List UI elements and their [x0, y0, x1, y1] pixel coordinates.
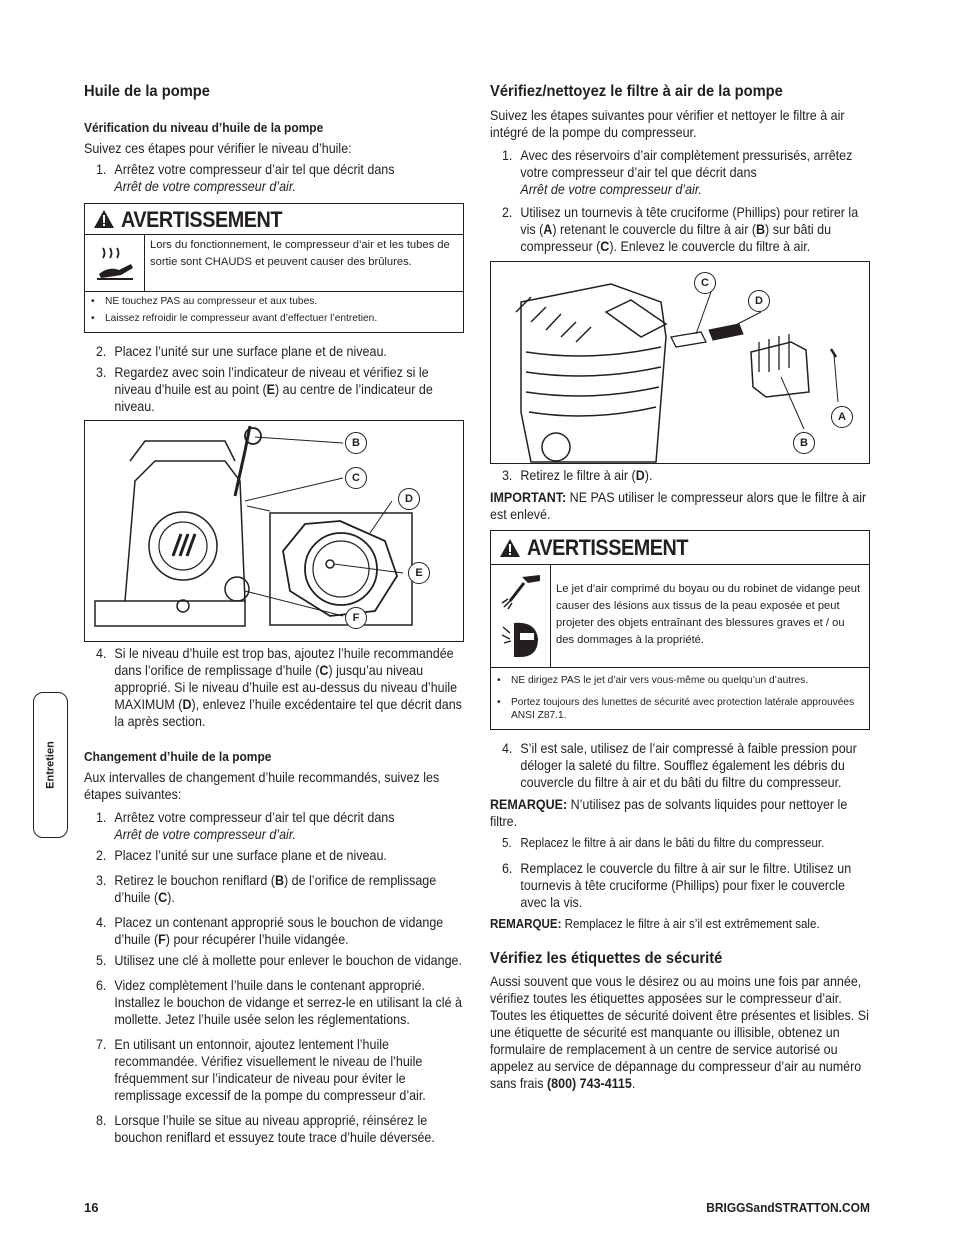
section-heading-air-filter: Vérifiez/nettoyez le filtre à air de la pompe [490, 83, 783, 100]
callout-e: E [408, 562, 430, 584]
list-item: 3. Retirez le bouchon reniflard (B) de l’orifice de remplissage d’huile (C). [95, 873, 437, 905]
list-item: 2. Placez l’unité sur une surface plane et de niveau. [95, 848, 387, 863]
oil-change-steps [84, 809, 464, 1146]
callout-b: B [345, 432, 367, 454]
page-number: 16 [84, 1200, 99, 1215]
list-item: 7. En utilisant un entonnoir, ajoutez lentement l’huile recommandée. Vérifiez visuellement le niveau de l’huile fréquemment sur l’indicateur de niveau pour éviter le remplissage excessif de la pompe du compresseur d’air. [95, 1037, 426, 1103]
warning-box-hot [84, 203, 464, 333]
warning-title: AVERTISSEMENT [121, 206, 283, 232]
warning-bullets [491, 668, 869, 729]
callout-c: C [694, 272, 716, 294]
intro-air-filter: Suivez les étapes suivantes pour vérifier et nettoyer le filtre à air intégré de la pompe du compresseur. [490, 108, 845, 140]
air-filter-steps-5 [490, 835, 870, 911]
pump-oil-illustration [85, 421, 463, 641]
intro-oil-change: Aux intervalles de changement d’huile recommandés, suivez les étapes suivantes: [84, 770, 440, 802]
callout-a: A [831, 406, 853, 428]
right-column [490, 78, 870, 1096]
list-item: 4. Placez un contenant approprié sous le bouchon de vidange d’huile (F) pour récupérer l’huile vidangée. [95, 915, 444, 947]
subheading-oil-check: Vérification du niveau d’huile de la pompe [84, 120, 324, 135]
warning-triangle-icon [499, 538, 521, 558]
callout-c: C [345, 467, 367, 489]
intro-oil-check: Suivez ces étapes pour vérifier le niveau d’huile: [84, 141, 352, 156]
list-item: • NE touchez PAS au compresseur et aux tubes. [91, 295, 458, 308]
hot-surface-icon [95, 244, 135, 282]
safety-goggles-icon [500, 619, 542, 659]
section-side-tab [33, 692, 68, 838]
important-note: IMPORTANT: NE PAS utiliser le compresseur alors que le filtre à air est enlevé. [490, 490, 867, 522]
safety-labels-text: Aussi souvent que vous le désirez ou au moins une fois par année, vérifiez toutes les étiquettes apposées sur le compresseur d’air. Toutes les étiquettes de sécurité doivent être présentes et lisibles. Si une étiquette de sécurité est manquante ou illisible, obtenez un formulaire de remplacement à un centre de service autorisé ou appelez au service de dépannage du compresseur d’air au numéro sans frais (800) 743-4115. [490, 974, 869, 1091]
list-item: 4. S’il est sale, utilisez de l’air compressé à faible pression pour déloger la saleté du filtre. Soufflez également les débris du couvercle du filtre à air et du bâti du filtre du compresseur. [501, 741, 857, 790]
list-item: 1. Avec des réservoirs d’air complètement pressurisés, arrêtez votre compresseur d’air tel que décrit dans Arrêt de votre compresseur d’air. [501, 148, 853, 197]
list-item: 3. Regardez avec soin l’indicateur de niveau et vérifiez si le niveau d’huile est au point (E) au centre de l’indicateur de niveau. [95, 365, 433, 414]
air-filter-illustration [491, 262, 869, 463]
list-item: 1. Arrêtez votre compresseur d’air tel que décrit dans Arrêt de votre compresseur d’air. [95, 162, 395, 194]
list-item: 3. Retirez le filtre à air (D). [501, 468, 653, 483]
section-heading-pump-oil: Huile de la pompe [84, 83, 210, 100]
figure-oil-level [84, 420, 464, 642]
oil-check-steps-4 [84, 645, 464, 730]
list-item: • NE dirigez PAS le jet d’air vers vous-même ou quelqu’un d’autres. [497, 674, 864, 687]
callout-b: B [793, 432, 815, 454]
subheading-oil-change: Changement d’huile de la pompe [84, 749, 272, 764]
figure-air-filter [490, 261, 870, 464]
warning-text: Le jet d’air comprimé du boyau ou du robinet de vidange peut causer des lésions aux tissus de la peau exposée et peut projeter des objets entraînant des blessures graves et / ou des dommages à la propriété. [556, 583, 861, 646]
warning-box-air-jet [490, 530, 870, 730]
warning-text: Lors du fonctionnement, le compresseur d’air et les tubes de sortie sont CHAUDS et peuvent causer des brûlures. [150, 239, 450, 268]
list-item: • Laissez refroidir le compresseur avant d’effectuer l’entretien. [91, 312, 458, 325]
warning-triangle-icon [93, 209, 115, 229]
list-item: 4. Si le niveau d’huile est trop bas, ajoutez l’huile recommandée dans l’orifice de remplissage d’huile (C) jusqu’au niveau approprié. Si le niveau d’huile est au-dessus du niveau d’huile MAXIMUM (D), enlevez l’huile excédentaire tel que décrit dans la après section. [95, 646, 462, 729]
list-item: 6. Remplacez le couvercle du filtre à air sur le filtre. Utilisez un tournevis à tête cruciforme (Phillips) pour fixer le couvercle avec la vis. [501, 861, 852, 910]
air-jet-icon [500, 573, 542, 611]
side-tab-label: Entretien [44, 741, 56, 789]
list-item: • Portez toujours des lunettes de sécurité avec protection latérale approuvées ANSI Z87.1. [497, 696, 864, 722]
remark-solvents: REMARQUE: N’utilisez pas de solvants liquides pour nettoyer le filtre. [490, 797, 848, 829]
list-item: 1. Arrêtez votre compresseur d’air tel que décrit dans Arrêt de votre compresseur d’air. [95, 810, 395, 842]
list-item: 5. Replacez le filtre à air dans le bâti du filtre du compresseur. [501, 836, 825, 850]
footer-website: BRIGGSandSTRATTON.COM [706, 1200, 870, 1215]
air-filter-steps-4 [490, 740, 870, 791]
list-item: 6. Videz complètement l’huile dans le contenant approprié. Installez le bouchon de vidange et serrez-le en utilisant la clé à mollette. Jetez l’huile usée selon les réglementations. [95, 978, 462, 1027]
list-item: 8. Lorsque l’huile se situe au niveau approprié, réinsérez le bouchon reniflard et essuyez toute trace d’huile déversée. [95, 1113, 435, 1145]
oil-check-steps-cont [84, 343, 464, 415]
air-filter-steps [490, 147, 870, 255]
section-heading-safety-labels: Vérifiez les étiquettes de sécurité [490, 950, 723, 967]
warning-bullets [85, 292, 463, 332]
remark-replace: REMARQUE: Remplacez le filtre à air s’il est extrêmement sale. [490, 917, 820, 931]
callout-d: D [748, 290, 770, 312]
callout-d: D [398, 488, 420, 510]
warning-title: AVERTISSEMENT [527, 535, 689, 560]
list-item: 5. Utilisez une clé à mollette pour enlever le bouchon de vidange. [95, 953, 462, 968]
callout-f: F [345, 607, 367, 629]
oil-check-steps [84, 161, 464, 195]
left-column [84, 78, 464, 1151]
list-item: 2. Utilisez un tournevis à tête cruciforme (Phillips) pour retirer la vis (A) retenant le couvercle du filtre à air (B) sur bâti du compresseur (C). Enlevez le couvercle du filtre à air. [501, 205, 859, 254]
list-item: 2. Placez l’unité sur une surface plane et de niveau. [95, 344, 387, 359]
warning-header [491, 531, 869, 565]
air-filter-steps-3 [490, 467, 870, 484]
warning-header [85, 204, 463, 235]
